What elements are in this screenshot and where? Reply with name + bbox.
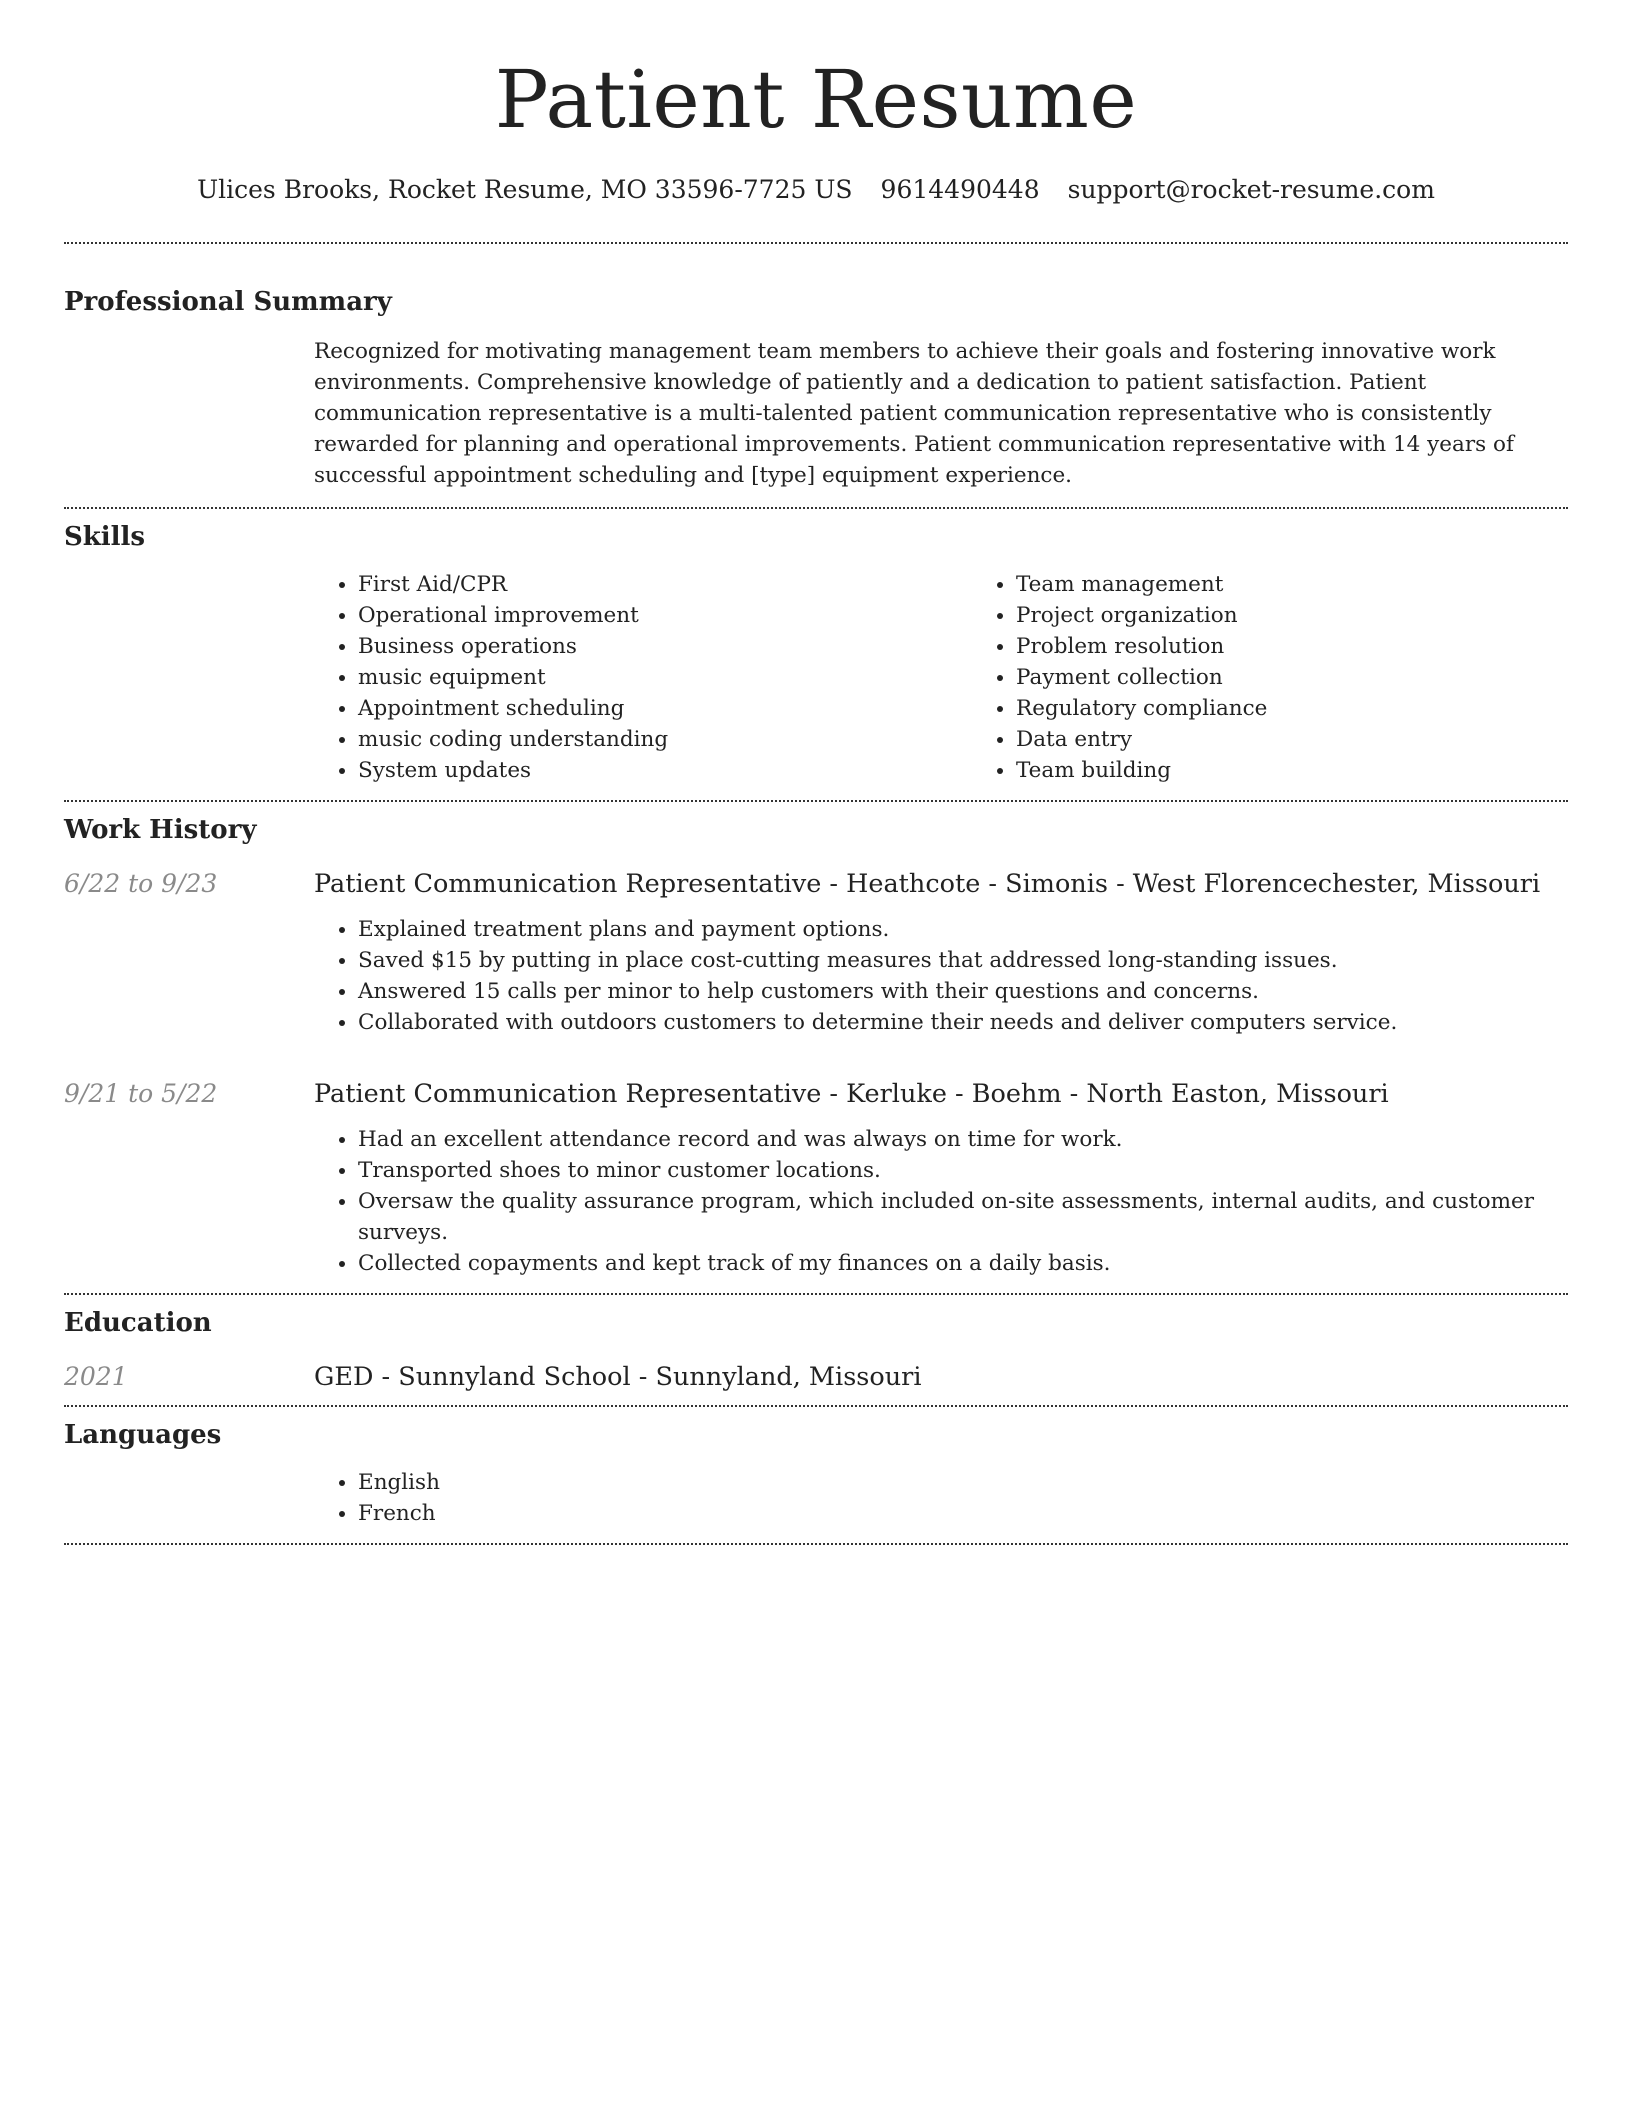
section-heading-work: Work History — [64, 815, 257, 845]
skills-section — [64, 509, 1568, 786]
list-item: • Payment collection — [1016, 662, 1630, 693]
divider — [64, 1543, 1568, 1545]
list-item: • Team management — [1016, 569, 1630, 600]
list-item: • Operational improvement — [358, 600, 972, 631]
list-item: • Collaborated with outdoors customers to determine their needs and deliver computers service. — [358, 1007, 1568, 1038]
languages-spacer — [64, 1467, 314, 1529]
list-item: • Team building — [1016, 755, 1630, 786]
job-entry — [64, 868, 1568, 1038]
list-item: • Project organization — [1016, 600, 1630, 631]
skills-columns — [314, 569, 1630, 786]
list-item: • Business operations — [358, 631, 972, 662]
address: Ulices Brooks, Rocket Resume, MO 33596-7725 US — [197, 175, 853, 204]
job-title: Patient Communication Representative - Heathcote - Simonis - West Florencechester, Missouri — [314, 869, 1541, 899]
languages-section — [64, 1407, 1568, 1529]
list-item: • Explained treatment plans and payment options. — [358, 914, 1568, 945]
phone: 9614490448 — [880, 175, 1040, 204]
section-heading-summary: Professional Summary — [64, 287, 392, 317]
list-item: • Regulatory compliance — [1016, 693, 1630, 724]
list-item: • Oversaw the quality assurance program, which included on-site assessments, internal audits, and customer surveys. — [358, 1186, 1568, 1248]
section-heading-languages: Languages — [64, 1420, 222, 1450]
job-entry — [64, 1078, 1568, 1279]
education-year: 2021 — [64, 1362, 128, 1391]
contact-line — [64, 174, 1568, 206]
job-title: Patient Communication Representative - Kerluke - Boehm - North Easton, Missouri — [314, 1079, 1389, 1109]
list-item: • Answered 15 calls per minor to help customers with their questions and concerns. — [358, 976, 1568, 1007]
job-bullets — [314, 914, 1568, 1038]
summary-section — [64, 244, 1568, 491]
list-item: • Collected copayments and kept track of my finances on a daily basis. — [358, 1248, 1568, 1279]
list-item: • First Aid/CPR — [358, 569, 972, 600]
list-item: • Problem resolution — [1016, 631, 1630, 662]
skills-list-left — [314, 569, 972, 786]
list-item: • Data entry — [1016, 724, 1630, 755]
languages-list — [314, 1467, 1568, 1529]
skills-spacer — [64, 569, 314, 786]
work-section — [64, 802, 1568, 1279]
email: support@rocket-resume.com — [1067, 175, 1435, 204]
list-item: • Saved $15 by putting in place cost-cutting measures that addressed long-standing issues. — [358, 945, 1568, 976]
section-heading-skills: Skills — [64, 522, 146, 552]
summary-text: Recognized for motivating management team members to achieve their goals and fostering innovative work environments. Comprehensive knowledge of patiently and a dedication to patient satisfaction. Patient communication representative is a multi-talented patient communication representative who is consistently rewarded for planning and operational improvements. Patient communication representative with 14 years of successful appointment scheduling and [type] equipment experience. — [314, 339, 1514, 488]
education-section — [64, 1295, 1568, 1393]
list-item: • English — [358, 1467, 1568, 1498]
section-heading-education: Education — [64, 1308, 212, 1338]
list-item: • music coding understanding — [358, 724, 972, 755]
summary-spacer — [64, 336, 314, 491]
job-dates: 9/21 to 5/22 — [64, 1079, 218, 1108]
list-item: • French — [358, 1498, 1568, 1529]
resume-title: Patient Resume — [494, 53, 1138, 146]
list-item: • Had an excellent attendance record and was always on time for work. — [358, 1124, 1568, 1155]
job-bullets — [314, 1124, 1568, 1279]
list-item: • System updates — [358, 755, 972, 786]
education-entry: GED - Sunnyland School - Sunnyland, Missouri — [314, 1362, 922, 1392]
skills-list-right — [972, 569, 1630, 786]
list-item: • Appointment scheduling — [358, 693, 972, 724]
job-dates: 6/22 to 9/23 — [64, 869, 218, 898]
list-item: • music equipment — [358, 662, 972, 693]
list-item: • Transported shoes to minor customer locations. — [358, 1155, 1568, 1186]
